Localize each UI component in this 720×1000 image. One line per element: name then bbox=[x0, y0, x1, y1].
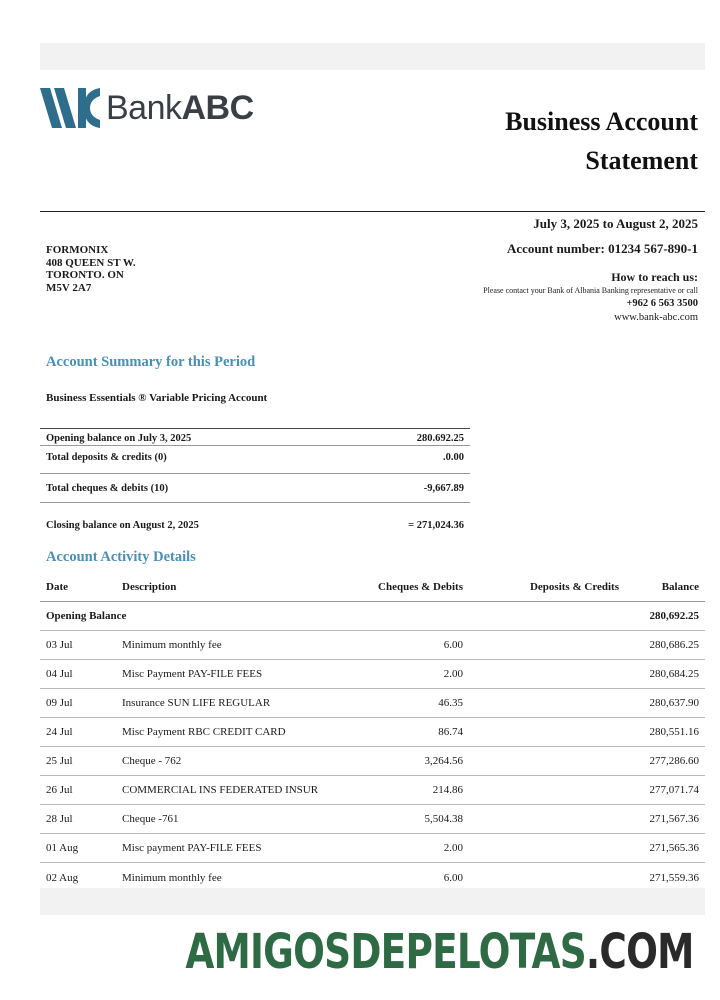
cell-description: Cheque - 762 bbox=[122, 755, 182, 767]
cell-date: 26 Jul bbox=[46, 784, 73, 796]
cell-description: Misc payment PAY-FILE FEES bbox=[122, 842, 262, 854]
table-row bbox=[40, 805, 705, 834]
statement-period: July 3, 2025 to August 2, 2025 bbox=[533, 216, 698, 231]
document-title bbox=[505, 102, 698, 180]
top-band bbox=[40, 43, 705, 70]
cell-description: Minimum monthly fee bbox=[122, 871, 222, 884]
title-line-1: Business Account bbox=[505, 107, 698, 136]
cell-date: 24 Jul bbox=[46, 726, 73, 738]
summary-section-title: Account Summary for this Period bbox=[46, 354, 256, 370]
logo-word-bank: Bank bbox=[106, 88, 182, 127]
table-row bbox=[40, 718, 705, 747]
bottom-band bbox=[40, 888, 705, 915]
table-row bbox=[40, 834, 705, 863]
bank-logo bbox=[40, 86, 254, 130]
cell-debit: 46.35 bbox=[438, 697, 463, 709]
table-row bbox=[40, 747, 705, 776]
contact-heading: How to reach us: bbox=[611, 270, 698, 284]
title-line-2: Statement bbox=[585, 146, 698, 175]
cell-balance: 271,559.36 bbox=[649, 871, 699, 884]
summary-value: 280.692.25 bbox=[416, 433, 464, 444]
cell-balance: 277,286.60 bbox=[649, 755, 699, 767]
logo-word-abc: ABC bbox=[181, 88, 254, 127]
summary-label: Total deposits & credits (0) bbox=[46, 452, 167, 463]
cell-debit: 2.00 bbox=[443, 668, 463, 680]
cell-date: 09 Jul bbox=[46, 697, 73, 709]
cell-description: COMMERCIAL INS FEDERATED INSUR bbox=[122, 784, 319, 796]
cell-debit: 6.00 bbox=[443, 871, 463, 884]
column-header-date: Date bbox=[46, 580, 68, 593]
cell-balance: 271,567.36 bbox=[649, 813, 699, 825]
summary-row-closing bbox=[40, 502, 470, 531]
bank-logo-mark-icon bbox=[40, 88, 100, 128]
cell-description: Misc Payment RBC CREDIT CARD bbox=[122, 726, 286, 738]
table-row bbox=[40, 689, 705, 718]
summary-table bbox=[40, 428, 470, 531]
cell-description: Minimum monthly fee bbox=[122, 639, 222, 651]
table-row bbox=[40, 631, 705, 660]
cell-description: Misc Payment PAY-FILE FEES bbox=[122, 668, 263, 680]
activity-table-header bbox=[40, 572, 705, 602]
contact-website: www.bank-abc.com bbox=[614, 312, 698, 323]
summary-value: -9,667.89 bbox=[423, 483, 464, 494]
summary-row-opening bbox=[40, 428, 470, 445]
table-row bbox=[40, 660, 705, 689]
opening-balance-label: Opening Balance bbox=[46, 610, 127, 622]
address-line-2: 408 QUEEN ST W. bbox=[46, 256, 136, 269]
summary-row-debits bbox=[40, 473, 470, 502]
cell-debit: 2.00 bbox=[443, 842, 463, 854]
cell-description: Insurance SUN LIFE REGULAR bbox=[122, 697, 271, 709]
column-header-credits: Deposits & Credits bbox=[529, 580, 619, 593]
summary-label: Opening balance on July 3, 2025 bbox=[46, 433, 192, 444]
cell-balance: 280,684.25 bbox=[649, 668, 699, 680]
cell-date: 04 Jul bbox=[46, 668, 73, 680]
contact-phone: +962 6 563 3500 bbox=[626, 298, 698, 309]
cell-debit: 86.74 bbox=[438, 726, 463, 738]
cell-date: 25 Jul bbox=[46, 755, 73, 767]
customer-address bbox=[46, 244, 136, 294]
cell-date: 03 Jul bbox=[46, 639, 73, 651]
address-line-4: M5V 2A7 bbox=[46, 281, 92, 294]
watermark-part-2: .COM bbox=[586, 924, 694, 980]
cell-balance: 280,686.25 bbox=[649, 639, 699, 651]
activity-section-title: Account Activity Details bbox=[46, 549, 196, 565]
bank-logo-text bbox=[106, 89, 254, 128]
cell-debit: 5,504.38 bbox=[424, 813, 463, 825]
summary-value: = 271,024.36 bbox=[408, 520, 464, 531]
cell-debit: 3,264.56 bbox=[424, 755, 463, 767]
column-header-description: Description bbox=[122, 580, 177, 593]
activity-table bbox=[40, 572, 705, 892]
summary-row-deposits bbox=[40, 445, 470, 473]
cell-date: 02 Aug bbox=[46, 871, 79, 884]
opening-balance-row bbox=[40, 602, 705, 631]
cell-balance: 277,071.74 bbox=[649, 784, 699, 796]
table-row bbox=[40, 776, 705, 805]
account-number: Account number: 01234 567-890-1 bbox=[506, 241, 698, 256]
cell-balance: 280,551.16 bbox=[649, 726, 699, 738]
watermark-part-1: AMIGOSDEPELOTAS bbox=[185, 924, 587, 980]
column-header-balance: Balance bbox=[661, 580, 699, 593]
address-line-1: FORMONIX bbox=[46, 244, 109, 256]
watermark bbox=[186, 922, 694, 982]
cell-date: 28 Jul bbox=[46, 813, 73, 825]
cell-debit: 214.86 bbox=[432, 784, 463, 796]
column-header-debits: Cheques & Debits bbox=[378, 580, 463, 593]
product-name: Business Essentials ® Variable Pricing Account bbox=[46, 392, 268, 404]
summary-label: Closing balance on August 2, 2025 bbox=[46, 520, 199, 531]
cell-debit: 6.00 bbox=[443, 639, 463, 651]
cell-balance: 271,565.36 bbox=[649, 842, 699, 854]
summary-label: Total cheques & debits (10) bbox=[46, 483, 169, 494]
opening-balance-value: 280,692.25 bbox=[649, 610, 699, 622]
header-divider bbox=[40, 211, 705, 212]
address-line-3: TORONTO. ON bbox=[46, 269, 124, 281]
contact-text: Please contact your Bank of Albania Banking representative or call bbox=[483, 286, 698, 295]
cell-date: 01 Aug bbox=[46, 842, 79, 854]
cell-description: Cheque -761 bbox=[122, 813, 179, 825]
cell-balance: 280,637.90 bbox=[649, 697, 699, 709]
summary-value: .0.00 bbox=[443, 452, 464, 463]
